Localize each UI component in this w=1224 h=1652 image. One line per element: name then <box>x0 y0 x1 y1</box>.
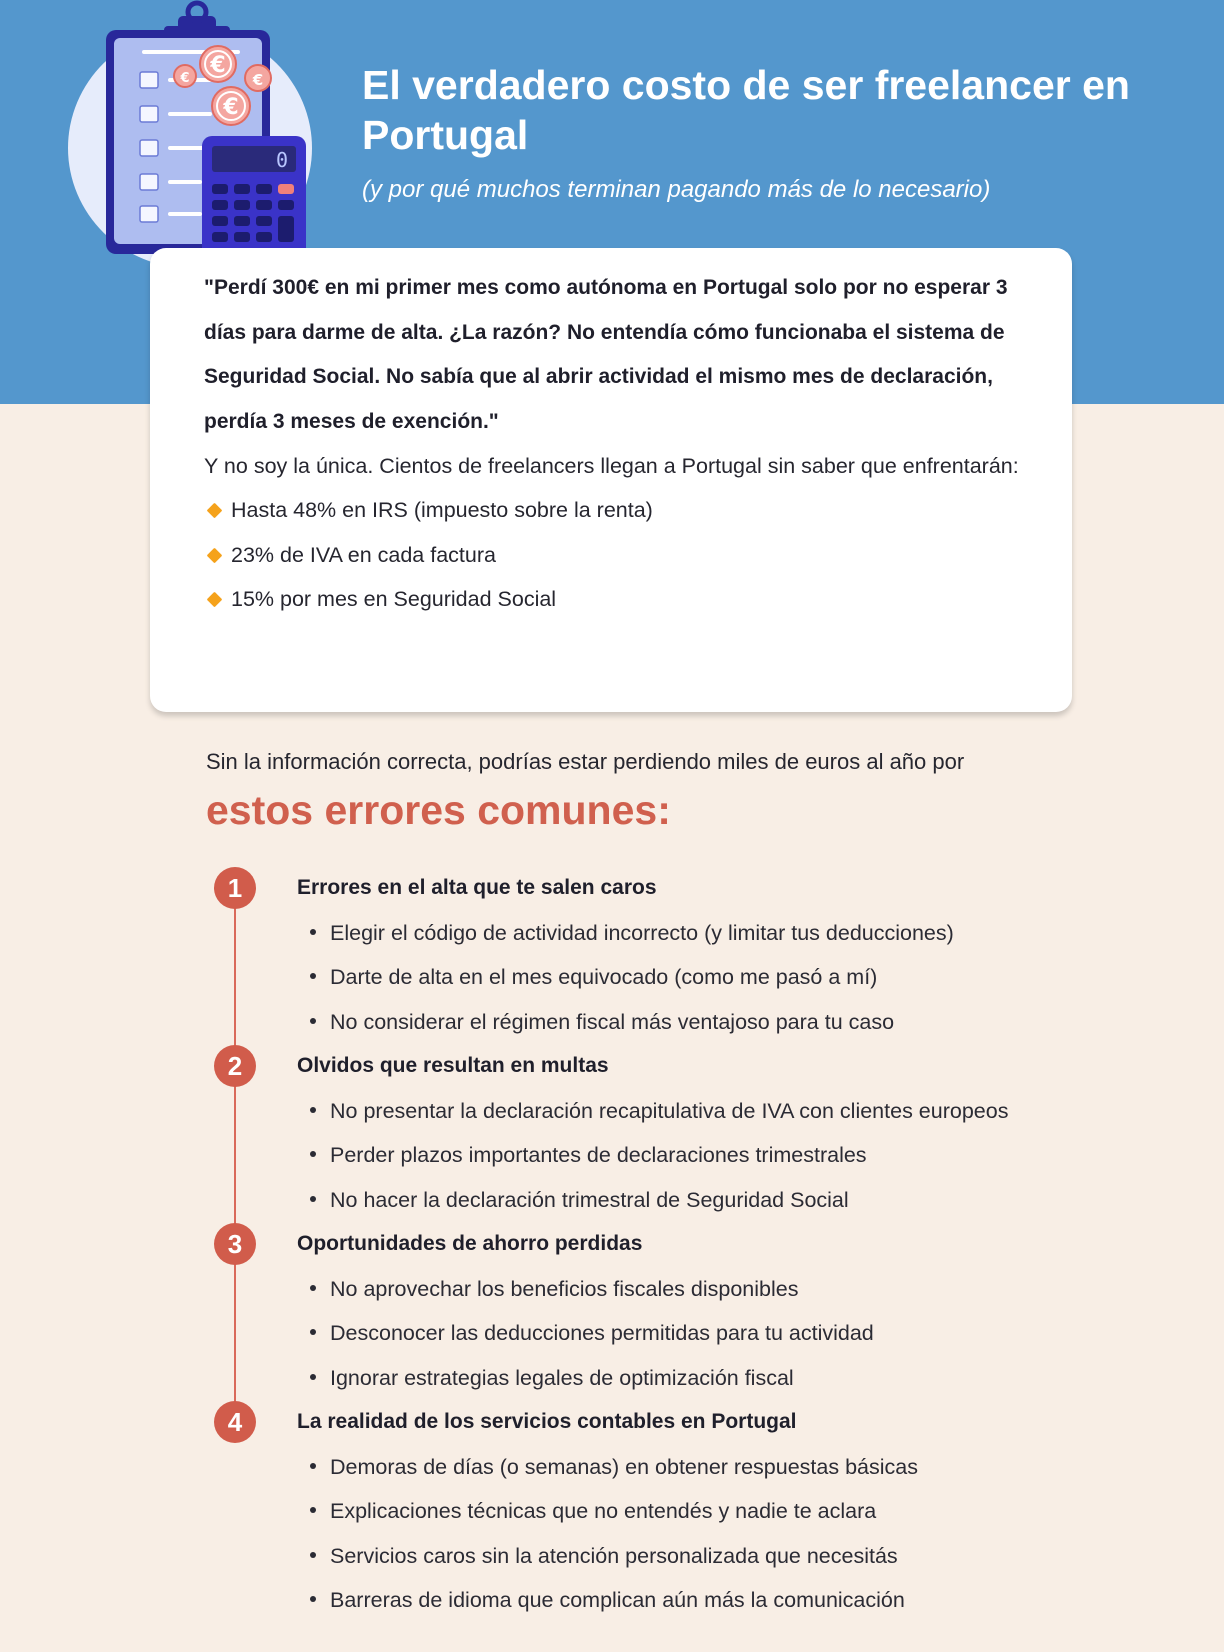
list-item-text: No considerar el régimen fiscal más ventajoso para tu caso <box>330 1009 895 1034</box>
error-list <box>308 911 954 1045</box>
list-item <box>308 1445 918 1490</box>
bullet-icon <box>310 1196 316 1202</box>
list-item-text: Servicios caros sin la atención personalizada que necesitás <box>330 1543 898 1568</box>
bullet-icon <box>310 1552 316 1558</box>
list-item <box>308 955 954 1000</box>
error-section-title: Olvidos que resultan en multas <box>297 1054 609 1077</box>
svg-text:€: € <box>252 71 264 89</box>
error-section-title: La realidad de los servicios contables en Portugal <box>297 1410 797 1433</box>
error-section-title: Oportunidades de ahorro perdidas <box>297 1232 643 1255</box>
cost-item <box>204 533 1044 578</box>
section-heading: estos errores comunes: <box>206 787 671 833</box>
list-item-text: Demoras de días (o semanas) en obtener respuestas básicas <box>330 1454 918 1479</box>
number-badge: 3 <box>214 1223 256 1265</box>
bullet-icon <box>310 1329 316 1335</box>
timeline-line <box>234 888 236 1424</box>
list-item <box>308 1489 918 1534</box>
list-item <box>308 1578 918 1623</box>
list-item <box>308 1089 1008 1134</box>
error-section-title: Errores en el alta que te salen caros <box>297 876 657 899</box>
bullet-icon <box>310 973 316 979</box>
testimonial-content <box>204 266 1044 622</box>
list-item <box>308 1178 1008 1223</box>
svg-text:€: € <box>210 53 226 78</box>
list-item-text: Elegir el código de actividad incorrecto (y limitar tus deducciones) <box>330 920 954 945</box>
clipboard-calculator-euro-icon <box>60 0 330 262</box>
list-item-text: No hacer la declaración trimestral de Seguridad Social <box>330 1187 849 1212</box>
list-item-text: Explicaciones técnicas que no entendés y nadie te aclara <box>330 1499 877 1523</box>
list-item-text: Desconocer las deducciones permitidas para tu actividad <box>330 1321 874 1345</box>
error-list <box>308 1267 874 1401</box>
list-item-text: Darte de alta en el mes equivocado (como me pasó a mí) <box>330 965 878 989</box>
orange-diamond-icon <box>207 592 223 608</box>
list-item <box>308 1311 874 1356</box>
number-badge: 1 <box>214 867 256 909</box>
list-item-text: Perder plazos importantes de declaraciones trimestrales <box>330 1143 867 1167</box>
svg-text:€: € <box>180 71 190 86</box>
svg-text:0: 0 <box>275 148 288 172</box>
bullet-icon <box>310 1285 316 1291</box>
cost-list <box>204 489 1044 623</box>
error-list <box>308 1089 1008 1223</box>
bullet-icon <box>310 1596 316 1602</box>
orange-diamond-icon <box>207 503 223 519</box>
cost-item-text: Hasta 48% en IRS (impuesto sobre la renta) <box>231 498 653 523</box>
bullet-icon <box>310 1151 316 1157</box>
list-item-text: Barreras de idioma que complican aún más la comunicación <box>330 1588 905 1612</box>
bullet-icon <box>310 1463 316 1469</box>
page-subtitle: (y por qué muchos terminan pagando más de lo necesario) <box>362 176 991 203</box>
testimonial-card <box>150 248 1072 712</box>
bullet-icon <box>310 1374 316 1380</box>
list-item <box>308 911 954 956</box>
list-item <box>308 1133 1008 1178</box>
list-item <box>308 1267 874 1312</box>
cost-item <box>204 489 1044 534</box>
list-item-text: No aprovechar los beneficios fiscales disponibles <box>330 1276 799 1301</box>
list-item <box>308 1000 954 1045</box>
bullet-icon <box>310 1507 316 1513</box>
list-item-text: No presentar la declaración recapitulativa de IVA con clientes europeos <box>330 1098 1009 1123</box>
error-list <box>308 1445 918 1623</box>
bullet-icon <box>310 1107 316 1113</box>
lead-text: Sin la información correcta, podrías estar perdiendo miles de euros al año por <box>206 749 965 774</box>
cost-item <box>204 578 1044 623</box>
svg-text:€: € <box>223 95 239 120</box>
cost-item-text: 15% por mes en Seguridad Social <box>231 587 557 612</box>
bullet-icon <box>310 1018 316 1024</box>
list-item-text: Ignorar estrategias legales de optimización fiscal <box>330 1365 794 1390</box>
testimonial-intro: Y no soy la única. Cientos de freelancers llegan a Portugal sin saber que enfrentarán: <box>204 454 1019 478</box>
testimonial-quote: "Perdí 300€ en mi primer mes como autónoma en Portugal solo por no esperar 3 días para darme de alta. ¿La razón? No entendía cómo funcionaba el sistema de Seguridad Social. No sabía que al abrir actividad el mismo mes de declaración, perdía 3 meses de exención." <box>204 276 1008 433</box>
number-badge: 4 <box>214 1401 256 1443</box>
bullet-icon <box>310 929 316 935</box>
page-title: El verdadero costo de ser freelancer en Portugal <box>362 62 1130 158</box>
list-item <box>308 1534 918 1579</box>
cost-item-text: 23% de IVA en cada factura <box>231 542 496 567</box>
list-item <box>308 1356 874 1401</box>
number-badge: 2 <box>214 1045 256 1087</box>
orange-diamond-icon <box>207 547 223 563</box>
